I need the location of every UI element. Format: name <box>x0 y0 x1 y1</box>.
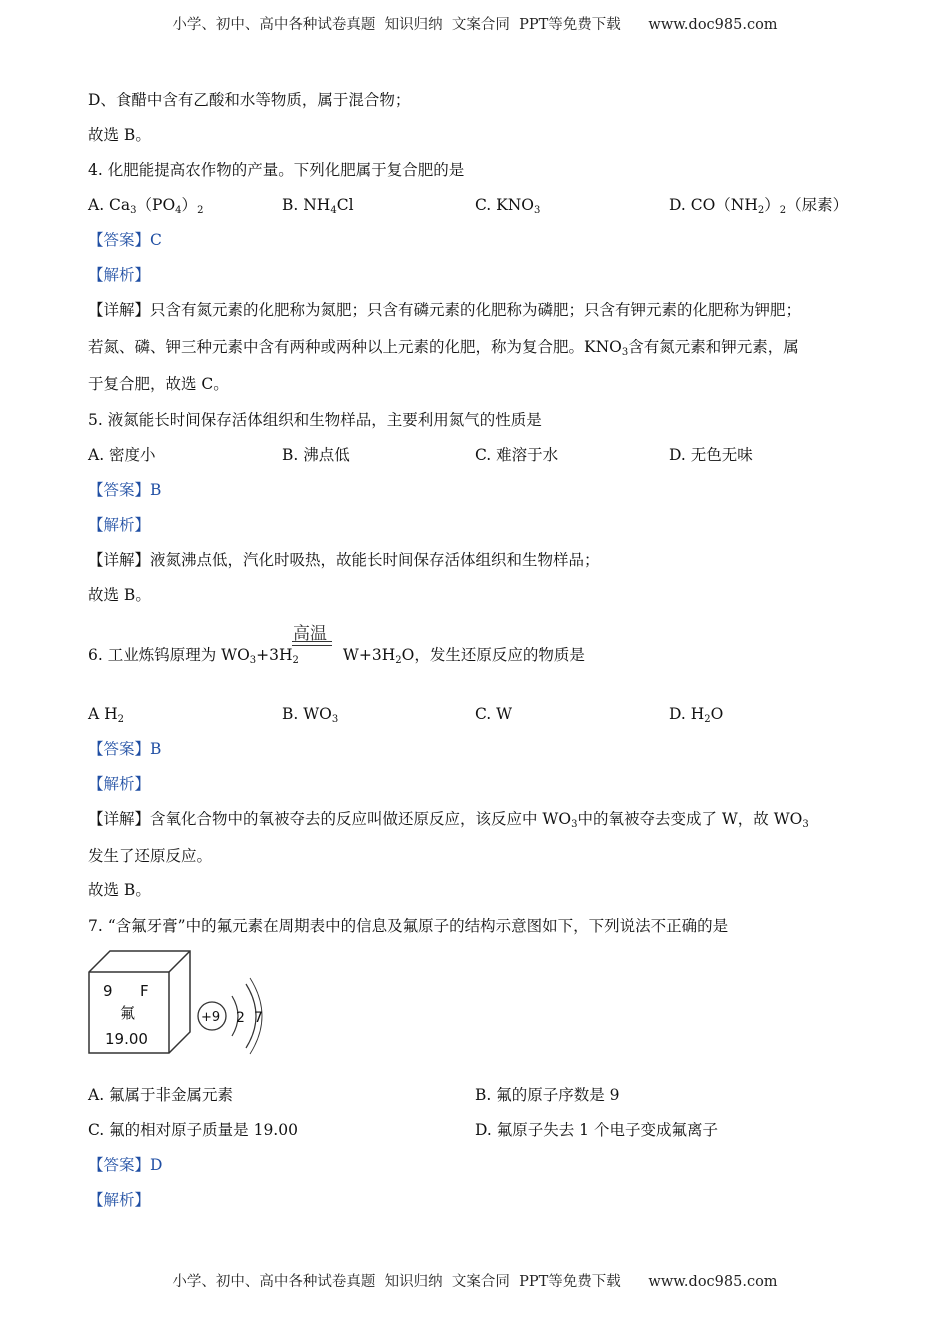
q4-analysis: 【解析】 <box>88 266 151 284</box>
page-footer: 小学、初中、高中各种试卷真题 知识归纳 文案合同 PPT等免费下载 www.doc985.com <box>172 1274 778 1290</box>
q7-answer: 【答案】D <box>88 1156 163 1174</box>
q6-option-b: B. $WO_3$ <box>282 705 339 725</box>
q5-answer: 【答案】B <box>88 481 162 499</box>
nucleus-charge: +9 <box>201 1010 221 1025</box>
question-6: 6. 工业炼钨原理为 $WO_3+3H_2$ $W+3H_2O$，发生还原反应的物质是 <box>88 646 585 666</box>
question-5: 5. 液氮能长时间保存活体组织和生物样品，主要利用氮气的性质是 <box>88 411 542 429</box>
q4-option-b: B. $NH_4Cl$ <box>282 196 354 216</box>
q4-option-a: A. $Ca_3(PO_4)_2$ <box>88 196 204 216</box>
atomic-number: 9 <box>103 982 113 1000</box>
q6-detail-2: 发生了还原反应。 <box>88 847 213 865</box>
reaction-condition: 高温 <box>293 624 327 644</box>
text-line: 故选 B。 <box>88 126 151 144</box>
q5-option-b: B. 沸点低 <box>282 446 350 464</box>
atomic-mass: 19.00 <box>105 1030 148 1048</box>
q6-option-d: D. $H_2O$ <box>669 705 724 725</box>
shell-1-electrons: 2 <box>236 1010 245 1026</box>
q6-detail-1: 【详解】含氧化合物中的氧被夺去的反应叫做还原反应，该反应中 $WO_3$中的氧被夺去变成了 W，故 $WO_3$ <box>88 810 809 830</box>
q4-answer: 【答案】C <box>88 231 162 249</box>
q5-detail-1: 【详解】液氮沸点低，汽化时吸热，故能长时间保存活体组织和生物样品； <box>88 551 600 569</box>
q5-option-d: D. 无色无味 <box>669 446 753 464</box>
q5-analysis: 【解析】 <box>88 516 151 534</box>
element-symbol: F <box>140 982 149 1000</box>
q7-option-a: A. 氟属于非金属元素 <box>88 1086 234 1104</box>
fluorine-element-diagram <box>86 948 276 1056</box>
q7-option-c: C. 氟的相对原子质量是 19.00 <box>88 1121 298 1139</box>
question-4: 4. 化肥能提高农作物的产量。下列化肥属于复合肥的是 <box>88 161 465 179</box>
q4-detail-1: 【详解】只含有氮元素的化肥称为氮肥；只含有磷元素的化肥称为磷肥；只含有钾元素的化肥称为钾肥； <box>88 301 802 319</box>
q4-option-d: D. $CO(NH_2)_2$（尿素） <box>669 196 849 216</box>
element-name: 氟 <box>120 1004 136 1022</box>
q7-option-b: B. 氟的原子序数是 9 <box>475 1086 620 1104</box>
q4-detail-2: 若氮、磷、钾三种元素中含有两种或两种以上元素的化肥，称为复合肥。$KNO_3$含有氮元素和钾元素，属 <box>88 338 799 358</box>
text-line: D、食醋中含有乙酸和水等物质，属于混合物； <box>88 91 411 109</box>
q6-analysis: 【解析】 <box>88 775 151 793</box>
page-header: 小学、初中、高中各种试卷真题 知识归纳 文案合同 PPT等免费下载 www.doc985.com <box>172 17 778 33</box>
q4-option-c: C. $KNO_3$ <box>475 196 541 216</box>
q7-analysis: 【解析】 <box>88 1191 151 1209</box>
q7-option-d: D. 氟原子失去 1 个电子变成氟离子 <box>475 1121 718 1139</box>
equals-bar-top <box>292 641 332 642</box>
q5-option-c: C. 难溶于水 <box>475 446 559 464</box>
q6-option-a: A $H_2$ <box>88 705 125 725</box>
q5-detail-2: 故选 B。 <box>88 586 151 604</box>
question-7: 7. “含氟牙膏”中的氟元素在周期表中的信息及氟原子的结构示意图如下，下列说法不正确的是 <box>88 917 729 935</box>
q6-answer: 【答案】B <box>88 740 162 758</box>
q4-detail-3: 于复合肥，故选 C。 <box>88 375 229 393</box>
q6-option-c: C. W <box>475 705 513 723</box>
shell-2-electrons: 7 <box>254 1010 263 1026</box>
q6-detail-3: 故选 B。 <box>88 881 151 899</box>
q5-option-a: A. 密度小 <box>88 446 156 464</box>
